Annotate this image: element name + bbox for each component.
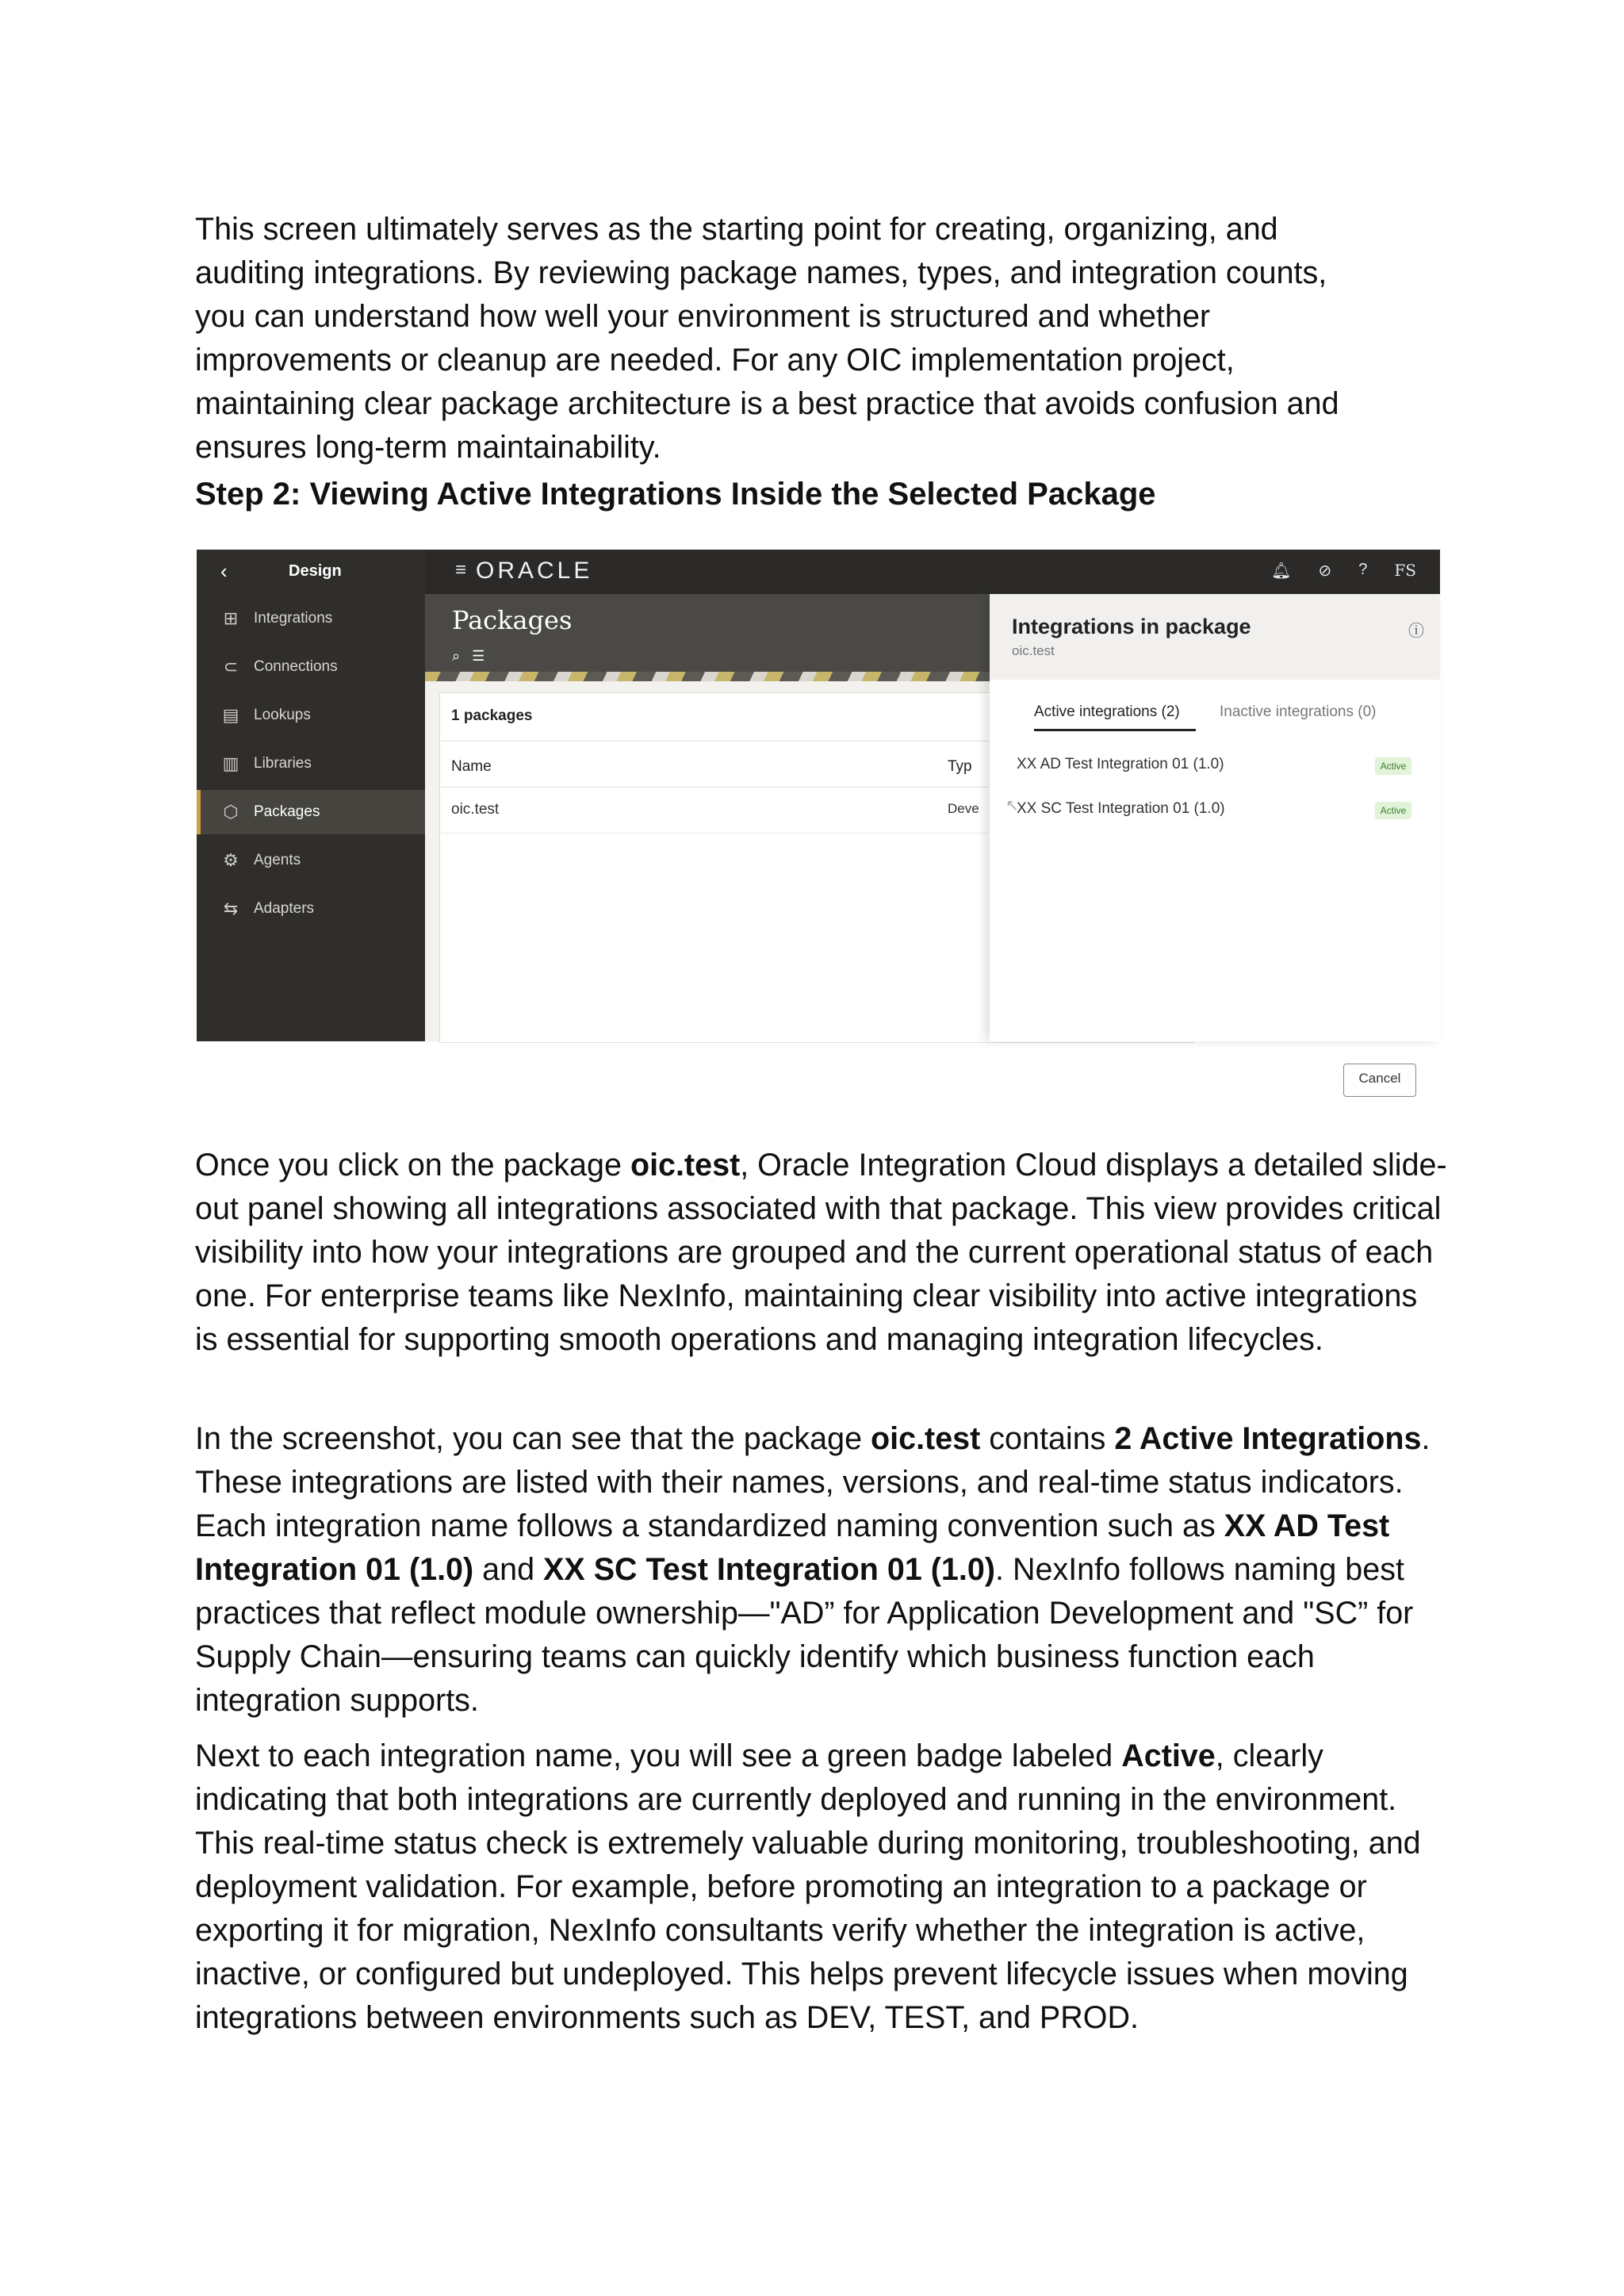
- package-name: oic.test: [630, 1148, 741, 1182]
- sidebar-item-label: Packages: [254, 803, 320, 820]
- cursor-icon: ↖: [1005, 797, 1019, 815]
- active-count: 2 Active Integrations: [1114, 1421, 1422, 1456]
- package-icon: ⬡: [223, 802, 239, 822]
- chevron-left-icon[interactable]: ‹: [220, 559, 228, 583]
- filter-icon[interactable]: ☰: [472, 648, 485, 664]
- text: , clearly indicating that both integrations are currently deployed and running in the environment. This real-time status check is extremely valuable during monitoring, troubleshooting, and deployment validation. For example, before promoting an integration to a package or exporting it for migration, NexInfo consultants verify whether the integration is active, inactive, or configured but undeployed. This helps prevent lifecycle issues when moving integrations between environments such as DEV, TEST, and PROD.: [195, 1738, 1421, 2035]
- text: , Oracle Integration Cloud displays a detailed slide-out panel showing all integrations associated with that package. This view provides critical visibility into how your integrations are grouped and the current operational status of each one. For enterprise teams like NexInfo, maintaining clear visibility into active integrations is essential for supporting smooth operations and managing integration lifecycles.: [195, 1148, 1447, 1357]
- text: In the screenshot, you can see that the package: [195, 1421, 871, 1456]
- help-icon[interactable]: ?: [1358, 561, 1368, 578]
- intro-line: auditing integrations. By reviewing package names, types, and integration counts,: [195, 255, 1327, 290]
- user-initials[interactable]: FS: [1394, 561, 1416, 580]
- intro-line: ensures long-term maintainability.: [195, 430, 661, 465]
- block-icon[interactable]: ⊘: [1318, 562, 1332, 580]
- sidebar-header: [197, 550, 425, 594]
- sidebar-item-integrations[interactable]: [197, 596, 425, 641]
- sidebar-item-agents[interactable]: [197, 838, 425, 883]
- panel-header: [990, 594, 1440, 680]
- column-header-name[interactable]: Name: [451, 758, 492, 775]
- oracle-logo: ORACLE: [476, 558, 593, 584]
- status-badge: Active: [1375, 802, 1411, 819]
- packages-toolbar: [452, 648, 485, 665]
- active-label: Active: [1121, 1738, 1216, 1773]
- hamburger-menu-icon[interactable]: ≡: [455, 559, 467, 581]
- sidebar-item-label: Connections: [254, 658, 338, 675]
- package-name: oic.test: [871, 1421, 981, 1456]
- text: contains: [980, 1421, 1115, 1456]
- intro-line: maintaining clear package architecture is a best practice that avoids confusion and: [195, 386, 1339, 421]
- agents-icon: ⚙: [223, 850, 239, 870]
- paragraph-2: [195, 1417, 1448, 1723]
- text: and: [473, 1552, 544, 1587]
- sidebar-item-label: Adapters: [254, 900, 315, 917]
- integration-row[interactable]: XX AD Test Integration 01 (1.0): [1017, 756, 1224, 772]
- sidebar-title: Design: [289, 562, 342, 580]
- help-icon[interactable]: ⓘ: [1408, 623, 1424, 640]
- intro-line: you can understand how well your environment is structured and whether: [195, 299, 1211, 334]
- search-icon[interactable]: ⌕: [452, 648, 461, 664]
- oic-screenshot: [197, 550, 1440, 1086]
- tab-inactive-integrations[interactable]: Inactive integrations (0): [1220, 703, 1377, 720]
- sidebar-item-label: Agents: [254, 852, 301, 868]
- text: Next to each integration name, you will see a green badge labeled: [195, 1738, 1122, 1773]
- integration-row[interactable]: XX SC Test Integration 01 (1.0): [1017, 800, 1225, 817]
- sidebar: [197, 550, 425, 1041]
- sidebar-item-connections[interactable]: [197, 645, 425, 689]
- intro-line: This screen ultimately serves as the starting point for creating, organizing, and: [195, 212, 1278, 247]
- sidebar-item-adapters[interactable]: [197, 887, 425, 931]
- integrations-icon: ⊞: [223, 608, 239, 628]
- status-badge: Active: [1375, 757, 1411, 775]
- lookups-icon: ▤: [222, 705, 239, 725]
- integrations-panel: [990, 594, 1440, 1086]
- column-header-type[interactable]: Typ: [948, 758, 972, 775]
- tab-active-integrations[interactable]: Active integrations (2): [1034, 703, 1180, 720]
- paragraph-3: [195, 1734, 1448, 2040]
- step-heading: Step 2: Viewing Active Integrations Inside the Selected Package: [195, 477, 1156, 512]
- package-row-name[interactable]: oic.test: [451, 801, 500, 818]
- cancel-button[interactable]: Cancel: [1343, 1064, 1416, 1097]
- page-title: Packages: [452, 605, 573, 635]
- sidebar-item-label: Integrations: [254, 610, 333, 627]
- bell-icon[interactable]: 🔔︎: [1271, 562, 1292, 580]
- intro-line: improvements or cleanup are needed. For any OIC implementation project,: [195, 343, 1235, 378]
- text: Once you click on the package: [195, 1148, 630, 1182]
- libraries-icon: ▥: [222, 753, 239, 773]
- sidebar-item-packages[interactable]: [197, 790, 425, 834]
- sidebar-item-libraries[interactable]: [197, 742, 425, 786]
- sidebar-item-label: Lookups: [254, 707, 311, 723]
- packages-count: 1 packages: [451, 707, 533, 724]
- text: . These integrations are listed with their names, versions, and real-time status indicators. Each integration name follows a standardized naming convention such as: [195, 1421, 1431, 1543]
- adapters-icon: ⇆: [223, 899, 239, 918]
- sidebar-item-label: Libraries: [254, 755, 312, 772]
- tab-underline: [1034, 729, 1196, 731]
- intro-paragraph: [195, 208, 1448, 470]
- paragraph-1: [195, 1144, 1448, 1362]
- integration-name: XX SC Test Integration 01 (1.0): [543, 1552, 996, 1587]
- panel-title: Integrations in package: [1012, 615, 1251, 638]
- text: . NexInfo follows naming best practices that reflect module ownership—"AD” for Application Development and "SC” for Supply Chain—ensuring teams can quickly identify which business function each integration supports.: [195, 1552, 1414, 1718]
- sidebar-item-lookups[interactable]: [197, 693, 425, 738]
- top-bar-icons: [1271, 561, 1416, 581]
- package-row-type: Deve: [948, 801, 979, 816]
- integration-name: XX AD Test Integration 01 (1.0): [195, 1508, 1390, 1587]
- connections-icon: ⊂: [223, 657, 239, 677]
- panel-subtitle: oic.test: [1012, 643, 1055, 658]
